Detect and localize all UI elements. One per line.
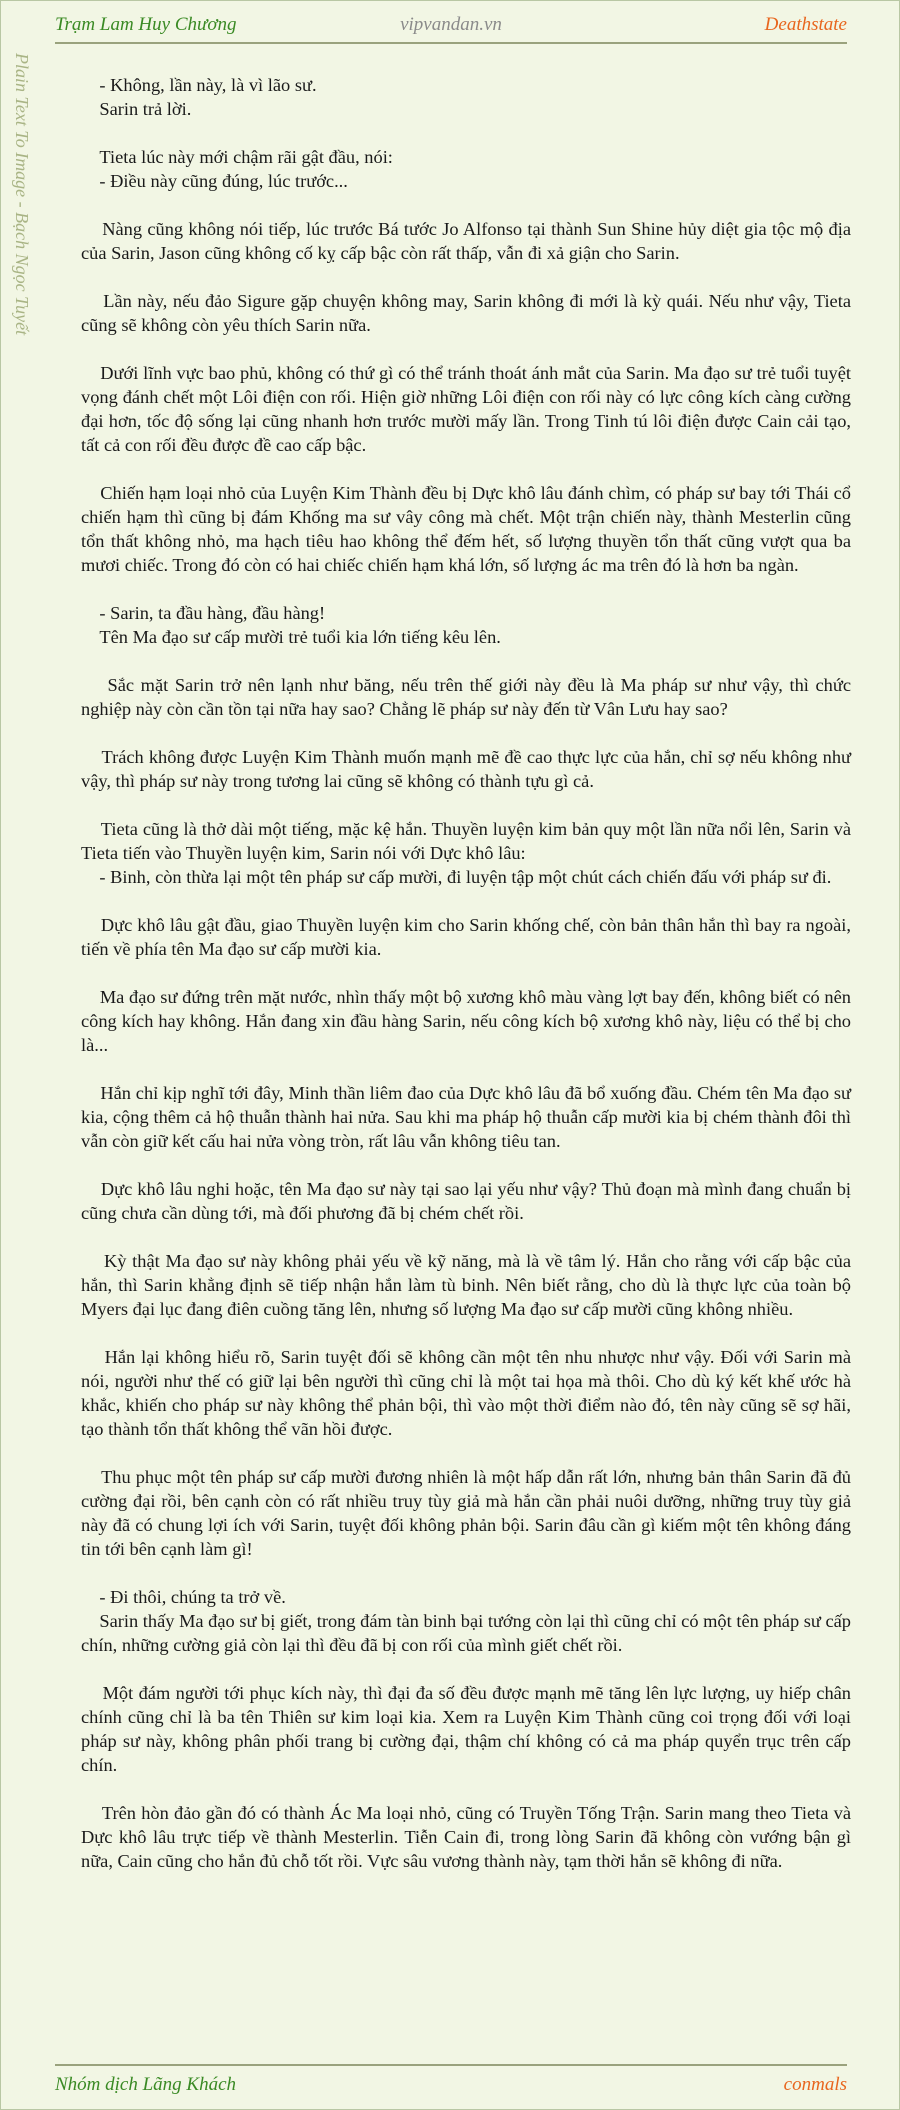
paragraph-line: Nàng cũng không nói tiếp, lúc trước Bá tước Jo Alfonso tại thành Sun Shine hủy diệt gia tộc mộ địa của Sarin, Jason cũng không cố kỵ cấp bậc còn rất thấp, vẫn đi xả giận cho Sarin. <box>81 219 856 263</box>
page-footer <box>55 2064 847 2102</box>
page-header <box>55 6 847 44</box>
paragraph-line: Dực khô lâu nghi hoặc, tên Ma đạo sư này tại sao lại yếu như vậy? Thủ đoạn mà mình đang chuẩn bị cũng chưa cần dùng tới, mà đối phương đã bị chém chết rồi. <box>81 1179 856 1223</box>
paragraph-line: Hắn lại không hiểu rõ, Sarin tuyệt đối sẽ không cần một tên nhu nhược như vậy. Đối với Sarin mà nói, người như thế có giữ lại bên người thì cũng chỉ là một tai họa mà thôi. Cho dù ký kết khế ước hà khắc, khiến cho pháp sư này không thể phản bội, thì vào một thời điểm nào đó, tên này cũng sẽ sợ hãi, tạo thành tổn thất không thể vãn hồi được. <box>81 1347 856 1439</box>
paragraph <box>81 913 856 961</box>
paragraph-line: Sarin trả lời. <box>81 99 192 119</box>
paragraph-line: Dực khô lâu gật đầu, giao Thuyền luyện kim cho Sarin khống chế, còn bản thân hắn thì bay ra ngoài, tiến về phía tên Ma đạo sư cấp mười kia. <box>81 915 856 959</box>
paragraph <box>81 1801 856 1873</box>
paragraph <box>81 361 856 457</box>
paragraph-line: - Điều này cũng đúng, lúc trước... <box>81 171 348 191</box>
paragraph <box>81 817 856 889</box>
paragraph <box>81 1177 856 1225</box>
paragraph <box>81 145 851 193</box>
paragraph-line: Kỳ thật Ma đạo sư này không phải yếu về kỹ năng, mà là về tâm lý. Hắn cho rằng với cấp bậc của hắn, thì Sarin khẳng định sẽ tiếp nhận hắn làm tù binh. Nên biết rằng, cho dù là thực lực của toàn bộ Myers đại lục đang điên cuồng tăng lên, nhưng số lượng Ma đạo sư cấp mười cũng không nhiều. <box>81 1251 856 1319</box>
paragraph-line: Thu phục một tên pháp sư cấp mười đương nhiên là một hấp dẫn rất lớn, nhưng bản thân Sarin đã đủ cường đại rồi, bên cạnh còn có rất nhiều truy tùy giả mà hắn cần phải nuôi dưỡng, những truy tùy giả này đã có chung lợi ích với Sarin, tuyệt đối không phản bội. Sarin đâu cần gì kiếm một tên không đáng tin tới bên cạnh làm gì! <box>81 1467 856 1559</box>
paragraph-line: Tên Ma đạo sư cấp mười trẻ tuổi kia lớn tiếng kêu lên. <box>81 627 501 647</box>
paragraph <box>81 601 851 649</box>
paragraph <box>81 1465 856 1561</box>
paragraph <box>81 1681 856 1777</box>
footer-translator: Nhóm dịch Lãng Khách <box>55 2074 237 2095</box>
paragraph-line: Sắc mặt Sarin trở nên lạnh như băng, nếu trên thế giới này đều là Ma pháp sư như vậy, thì chức nghiệp này còn cần tồn tại nữa hay sao? Chẳng lẽ pháp sư này đến từ Vân Lưu hay sao? <box>81 675 856 719</box>
paragraph <box>81 1249 856 1321</box>
header-book-title: Trạm Lam Huy Chương <box>55 14 237 35</box>
chapter-body <box>81 73 856 1897</box>
paragraph-line: - Đi thôi, chúng ta trở về. <box>81 1587 286 1607</box>
paragraph <box>81 985 856 1057</box>
paragraph <box>81 481 856 577</box>
paragraph-line: Một đám người tới phục kích này, thì đại đa số đều được mạnh mẽ tăng lên lực lượng, uy hiếp chân chính cũng chỉ là ba tên Thiên sư kim loại kia. Xem ra Luyện Kim Thành cũng coi trọng đối với loại pháp sư này, không phân phối trang bị cường đại, thậm chí không có cả ma pháp quyển trục trên cấp chín. <box>81 1683 856 1775</box>
paragraph-line: Ma đạo sư đứng trên mặt nước, nhìn thấy một bộ xương khô màu vàng lợt bay đến, không biết có nên công kích hay không. Hắn đang xin đầu hàng Sarin, nếu công kích bộ xương khô này, liệu có thể bị cho là... <box>81 987 856 1055</box>
paragraph-line: - Sarin, ta đầu hàng, đầu hàng! <box>81 603 326 623</box>
paragraph-line: Chiến hạm loại nhỏ của Luyện Kim Thành đều bị Dực khô lâu đánh chìm, có pháp sư bay tới Thái cổ chiến hạm thì cũng bị đám Khống ma sư vây công mà chết. Một trận chiến này, thành Mesterlin cũng tổn thất không nhỏ, ma hạch tiêu hao không thể đếm hết, số lượng thuyền tổn thất cũng vượt qua ba mươi chiếc. Trong đó còn có hai chiếc chiến hạm khá lớn, số lượng ác ma trên đó là hơn ba ngàn. <box>81 483 856 575</box>
sidebar-watermark: Plain Text To Image - Bạch Ngọc Tuyết <box>12 53 32 336</box>
paragraph <box>81 73 851 121</box>
paragraph <box>81 1345 856 1441</box>
paragraph-line: Hắn chỉ kịp nghĩ tới đây, Minh thần liêm đao của Dực khô lâu đã bổ xuống đầu. Chém tên Ma đạo sư kia, cộng thêm cả hộ thuẫn thành hai nửa. Sau khi ma pháp hộ thuẫn cấp mười kia bị chém thành đôi thì vẫn còn giữ kết cấu hai nửa vòng tròn, rất lâu vẫn không tiêu tan. <box>81 1083 856 1151</box>
footer-editor: conmals <box>783 2074 847 2095</box>
paragraph <box>81 217 856 265</box>
paragraph-line: Lần này, nếu đảo Sigure gặp chuyện không may, Sarin không đi mới là kỳ quái. Nếu như vậy, Tieta cũng sẽ không còn yêu thích Sarin nữa. <box>81 291 856 335</box>
paragraph-line: - Không, lần này, là vì lão sư. <box>81 75 317 95</box>
header-author: Deathstate <box>764 14 847 35</box>
paragraph <box>81 1081 856 1153</box>
paragraph-line: Trách không được Luyện Kim Thành muốn mạnh mẽ đề cao thực lực của hắn, chỉ sợ nếu không như vậy, thì pháp sư này trong tương lai cũng sẽ không có thành tựu gì cả. <box>81 747 856 791</box>
header-site: vipvandan.vn <box>400 14 502 35</box>
paragraph <box>81 673 856 721</box>
paragraph <box>81 745 856 793</box>
paragraph-line: Sarin thấy Ma đạo sư bị giết, trong đám tàn binh bại tướng còn lại thì cũng chỉ có một tên pháp sư cấp chín, những cường giả còn lại thì đều đã bị con rối của mình giết chết rồi. <box>81 1611 856 1655</box>
paragraph <box>81 289 856 337</box>
paragraph <box>81 1585 856 1657</box>
paragraph-line: Tieta cũng là thở dài một tiếng, mặc kệ hắn. Thuyền luyện kim bản quy một lần nữa nổi lên, Sarin và Tieta tiến vào Thuyền luyện kim, Sarin nói với Dực khô lâu: <box>81 819 856 863</box>
paragraph-line: Trên hòn đảo gần đó có thành Ác Ma loại nhỏ, cũng có Truyền Tống Trận. Sarin mang theo Tieta và Dực khô lâu trực tiếp về thành Mesterlin. Tiễn Cain đi, trong lòng Sarin đã không còn vướng bận gì nữa, Cain cũng cho hắn đủ chỗ tốt rồi. Vực sâu vương thành này, tạm thời hắn sẽ không đi nữa. <box>81 1803 856 1871</box>
paragraph-line: Dưới lĩnh vực bao phủ, không có thứ gì có thể tránh thoát ánh mắt của Sarin. Ma đạo sư trẻ tuổi tuyệt vọng đánh chết một Lôi điện con rối. Hiện giờ những Lôi điện con rối này có lực công kích càng cường đại hơn, tốc độ sống lại cũng nhanh hơn trước mười mấy lần. Trong Tinh tú lôi điện được Cain cải tạo, tất cả con rối đều được đề cao cấp bậc. <box>81 363 856 455</box>
paragraph-line: Tieta lúc này mới chậm rãi gật đầu, nói: <box>81 147 393 167</box>
paragraph-line: - Binh, còn thừa lại một tên pháp sư cấp mười, đi luyện tập một chút cách chiến đấu với pháp sư đi. <box>81 867 832 887</box>
